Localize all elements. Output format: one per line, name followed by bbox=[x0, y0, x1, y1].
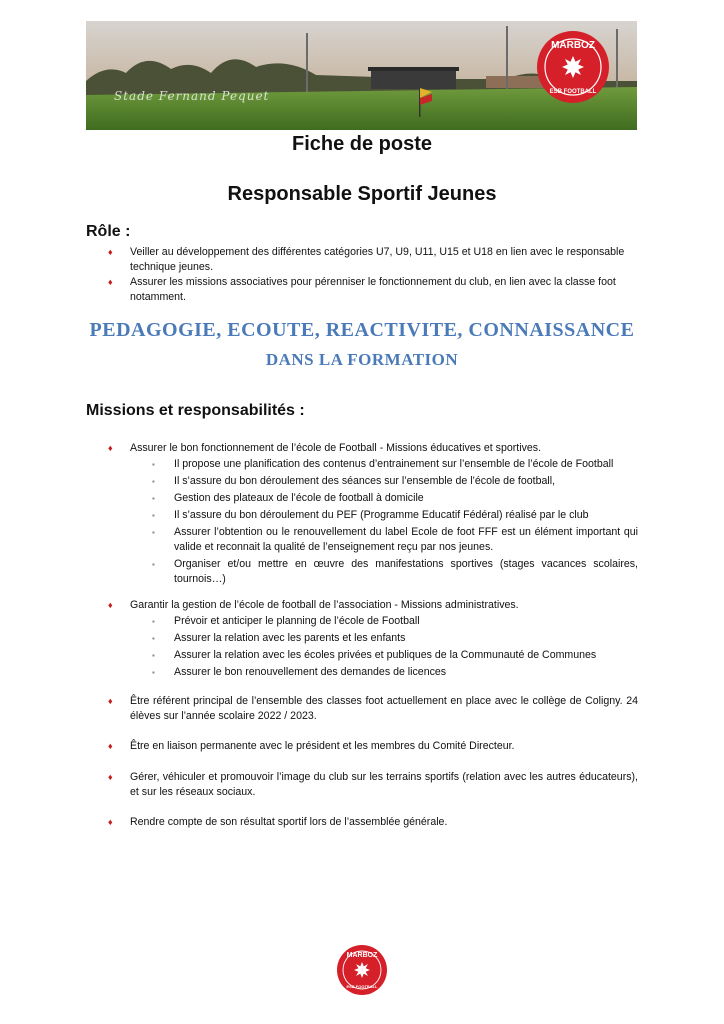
mission-sub-item: ▪ Il s’assure du bon déroulement des séances sur l’ensemble de l’école de football, bbox=[152, 475, 556, 487]
role-item: ♦ Veiller au développement des différentes catégories U7, U9, U11, U15 et U18 en lien avec le responsable technique jeunes. bbox=[108, 246, 625, 273]
mission-item: ♦ Être référent principal de l’ensemble des classes foot actuellement en place avec le collège de Coligny. 24 élèves sur l’année scolaire 2022 / 2023. bbox=[108, 695, 638, 722]
missions-list bbox=[86, 815, 638, 830]
diamond-bullet-icon: ♦ bbox=[108, 443, 113, 453]
slogan-line-2: DANS LA FORMATION bbox=[265, 350, 459, 369]
mission-sub-item: ▪ Assurer la relation avec les parents et les enfants bbox=[152, 632, 406, 644]
mission-item: ♦ Rendre compte de son résultat sportif lors de l’assemblée générale. bbox=[108, 816, 448, 828]
mission-sub-item: ▪ Il s’assure du bon déroulement du PEF (Programme Educatif Fédéral) réalisé par le club bbox=[152, 509, 589, 521]
svg-text:ESB FOOTBALL: ESB FOOTBALL bbox=[346, 984, 378, 989]
mission-sub-item: ▪ Assurer l’obtention ou le renouvellement du label Ecole de foot FFF est un élément important qui valide et reconnait la qualité de l’enseignement reçu par nos jeunes. bbox=[152, 526, 638, 553]
diamond-bullet-icon: ♦ bbox=[108, 817, 113, 827]
diamond-bullet-icon: ♦ bbox=[108, 277, 113, 287]
square-bullet-icon: ▪ bbox=[152, 511, 155, 520]
missions-list bbox=[86, 739, 638, 754]
svg-text:MARBOZ: MARBOZ bbox=[551, 40, 595, 51]
missions-list bbox=[86, 598, 638, 613]
missions-list bbox=[86, 770, 638, 800]
mission-sub-list bbox=[130, 614, 638, 680]
role-list bbox=[86, 245, 638, 305]
role-item: ♦ Assurer les missions associatives pour pérenniser le fonctionnement du club, en lien avec la classe foot notamment. bbox=[108, 276, 616, 303]
square-bullet-icon: ▪ bbox=[152, 634, 155, 643]
role-heading: Rôle : bbox=[86, 223, 131, 240]
page-subtitle: Responsable Sportif Jeunes bbox=[227, 183, 497, 205]
mission-item: ♦ Gérer, véhiculer et promouvoir l’image du club sur les terrains sportifs (relation avec les autres éducateurs), et sur les réseaux sociaux. bbox=[108, 771, 638, 798]
footer-club-logo bbox=[337, 945, 387, 995]
diamond-bullet-icon: ♦ bbox=[108, 247, 113, 257]
square-bullet-icon: ▪ bbox=[152, 668, 155, 677]
mission-sub-item: ▪ Il propose une planification des contenus d’entrainement sur l’ensemble de l’école de Football bbox=[152, 458, 614, 470]
missions-list bbox=[86, 441, 638, 456]
square-bullet-icon: ▪ bbox=[152, 651, 155, 660]
mission-sub-item: ▪ Gestion des plateaux de l’école de football à domicile bbox=[152, 492, 424, 504]
club-logo bbox=[537, 31, 609, 103]
slogan-line-1: PEDAGOGIE, ECOUTE, REACTIVITE, CONNAISSANCE bbox=[89, 319, 635, 341]
square-bullet-icon: ▪ bbox=[152, 560, 155, 569]
mission-sub-item: ▪ Assurer le bon renouvellement des demandes de licences bbox=[152, 666, 447, 678]
diamond-bullet-icon: ♦ bbox=[108, 696, 113, 706]
square-bullet-icon: ▪ bbox=[152, 528, 155, 537]
mission-sub-list bbox=[130, 457, 638, 587]
header-banner bbox=[86, 21, 637, 130]
mission-item: ♦ Garantir la gestion de l’école de football de l’association - Missions administratives. bbox=[108, 599, 519, 611]
square-bullet-icon: ▪ bbox=[152, 460, 155, 469]
square-bullet-icon: ▪ bbox=[152, 494, 155, 503]
mission-sub-item: ▪ Organiser et/ou mettre en œuvre des manifestations sportives (stages vacances scolaires, tournois…) bbox=[152, 558, 638, 585]
diamond-bullet-icon: ♦ bbox=[108, 600, 113, 610]
svg-text:MARBOZ: MARBOZ bbox=[346, 952, 378, 959]
stadium-photo bbox=[86, 21, 637, 130]
diamond-bullet-icon: ♦ bbox=[108, 772, 113, 782]
mission-item: ♦ Être en liaison permanente avec le président et les membres du Comité Directeur. bbox=[108, 740, 515, 752]
svg-text:ESB FOOTBALL: ESB FOOTBALL bbox=[549, 89, 597, 95]
missions-list bbox=[86, 694, 638, 724]
page-title: Fiche de poste bbox=[291, 133, 433, 155]
diamond-bullet-icon: ♦ bbox=[108, 741, 113, 751]
square-bullet-icon: ▪ bbox=[152, 617, 155, 626]
stadium-signature: Stade Fernand Pequet bbox=[114, 89, 270, 103]
missions-heading: Missions et responsabilités : bbox=[86, 402, 305, 419]
square-bullet-icon: ▪ bbox=[152, 477, 155, 486]
mission-sub-item: ▪ Prévoir et anticiper le planning de l’école de Football bbox=[152, 615, 420, 627]
mission-item: ♦ Assurer le bon fonctionnement de l’école de Football - Missions éducatives et sportives. bbox=[108, 442, 542, 454]
mission-sub-item: ▪ Assurer la relation avec les écoles privées et publiques de la Communauté de Communes bbox=[152, 649, 597, 661]
